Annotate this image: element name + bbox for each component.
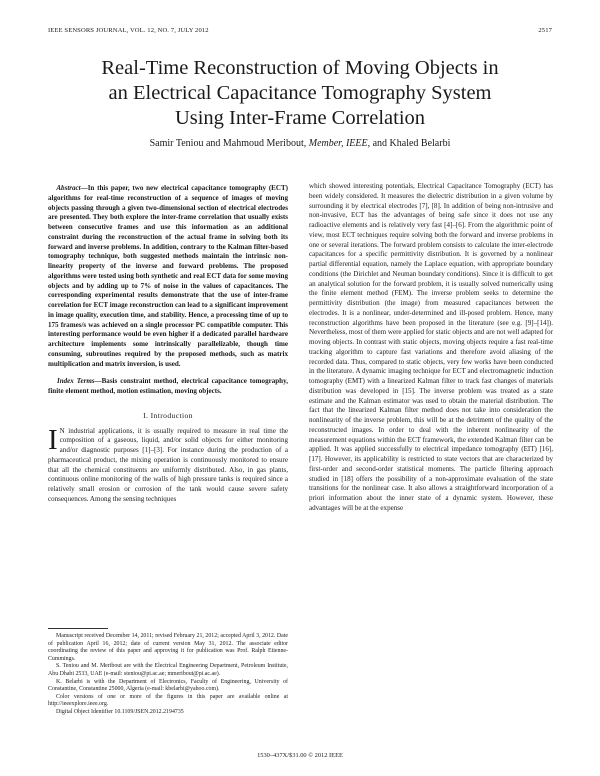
footnote-rule xyxy=(48,628,108,629)
page-number: 2517 xyxy=(538,27,552,34)
footnote: Digital Object Identifier 10.1109/JSEN.2012.2194735 xyxy=(56,708,184,715)
abstract xyxy=(48,184,288,369)
title-line: Real-Time Reconstruction of Moving Objects in xyxy=(101,57,499,79)
title-line: Using Inter-Frame Correlation xyxy=(174,107,426,129)
title-line: an Electrical Capacitance Tomography System xyxy=(108,82,492,104)
body-paragraph: which showed interesting potentials, Electrical Capacitance Tomography (ECT) has been widely considered. It measures the dielectric distribution in a given volume by surrounding it by electrical electrodes [7], [8]. In addition of being non-intrusive and non-invasive, ECT has the advantages of being safe since it does not use any radioactive elements and is relatively very fast [4]–[6]. From the algorithmic point of view, most ECT techniques require solving both the forward and inverse problems in one or several iterations. The forward problem consists to calculate the inter-electrode capacitances for a specific permittivity distribution. It is governed by a nonlinear partial differential equation, namely the Laplace equation, with appropriate boundary conditions (the Dirichlet and Neuman boundary conditions). Since it is difficult to get an analytical solution for the forward problem, it is usually solved numerically using the finite element method (FEM). The inverse problem seeks to determine the permittivity distribution (the image) from measured capacitances between the electrodes. It is a nonlinear, under-determined and ill-posed problem. Hence, many reconstruction algorithms have been proposed in the literature (see e.g. [9]–[14]). Nevertheless, most of them were applied for static objects and are not well adapted for moving objects. In contrast with static objects, moving objects require a fast real-time tracking algorithm to capture fast variations and therefore avoid aliasing of the recorded data. Thus, compared to static objects, very few works have been conducted in the literature. A dynamic imaging technique for ECT and electromagnetic induction tomography (EMT) with a linearized Kalman filter to track fast changes of materials distribution was developed in [15]. The inverse problem was treated as a state estimate and the Kalman estimator was used to obtain the material distribution. The fact that the linearized Kalman filter method does not take into consideration the nonlinearity of the inverse problem, this will be at the detriment of the quality of the reconstructed images. In order to deal with the inherent nonlinearity of the measurement equations within the ECT framework, the extended Kalman filter can be applied. It was applied successfully to electrical impedance tomography (EIT) [16], [17]. However, its applicability is restricted to state vectors that are characterized by first-order and second-order statistical moments. The particle filtering approach studied in [18] offers the possibility of a non-approximate evaluation of the state transitions for the nonlinear case. It also allows a straightforward incorporation of a priori information about the inner state of a dynamic system. However, these advantages will be at the expense xyxy=(309,182,554,512)
section-heading: I. Introduction xyxy=(143,410,193,420)
intro-first-word: N xyxy=(59,426,65,435)
author-membership: Member, IEEE xyxy=(308,138,368,149)
right-column xyxy=(309,182,553,514)
footnote: Manuscript received December 14, 2011; revised February 21, 2012; accepted April 3, 2012. Date of publication April 16, 2012; date of current version May 31, 2012. The associate editor coordinating the review of this paper and approving it for publication was Prof. Ralph Etienne-Cummings. xyxy=(48,633,288,662)
abstract-text: In this paper, two new electrical capacitance tomography (ECT) algorithms for real-time reconstruction of a sequence of images of moving objects passing through a given two-dimensional section of electrical electrodes are presented. They both explore the inter-frame correlation that usually exists between consecutive frames and use this information as an additional constraint during the reconstruction of the actual frame in solving both its forward and inverse problems. In addition, contrary to the Kalman filter-based tomography technique, both suggested methods maintain the intrinsic non-linearity property of the inverse and forward problems. The proposed algorithms were tested using both synthetic and real ECT data for some moving objects and by adding up to 7% of noise in the values of capacitances. The corresponding experimental results demonstrate that the use of inter-frame correlation for ECT image reconstruction can lead to a significant improvement in image quality, execution time, and stability. Hence, a processing time of up to 175 frames/s was achieved on a single processor PC compatible computer. This interesting performance would be even higher if a dedicated parallel hardware architecture implements some intrinsically parallelizable, though time consuming, subroutines required by the proposed methods, such as matrix multiplication and matrix inversion, is used. xyxy=(48,184,288,368)
intro-paragraph xyxy=(48,423,288,505)
index-terms xyxy=(48,377,288,397)
intro-text: industrial applications, it is usually required to measure in real time the composition of a gaseous, liquid, and/or solid objects for either monitoring and/or diagnostic purposes [1]–[3]. For instance during the production of a pharmaceutical product, the mixing operation is continuously monitored to ensure that all the chemical constituents are uniformly distributed. Also, in gas plants, continuous online monitoring of the walls of high pressure tanks is required since a relatively small erosion or corrosion of the tank would cause severe safety consequences. Among the sensing techniques xyxy=(48,426,288,503)
author-list xyxy=(40,138,560,149)
abstract-label: Abstract— xyxy=(56,184,88,192)
index-terms-text: Basis constraint method, electrical capacitance tomography, finite element method, motion estimation, moving objects. xyxy=(48,377,288,395)
paper-title xyxy=(40,56,560,131)
footnote: S. Teniou and M. Meribout are with the Electrical Engineering Department, Petroleum Institute, Abu Dhabi 2533, UAE (e-mail: steniou@pi.ac.ae; mmeribout@pi.ac.ae). xyxy=(48,663,288,677)
left-column xyxy=(48,184,288,505)
footnote: Color versions of one or more of the figures in this paper are available online at http://ieeexplore.ieee.org. xyxy=(48,693,288,708)
authors-text: Samir Teniou and Mahmoud Meribout, xyxy=(149,138,309,149)
running-header xyxy=(48,27,552,34)
index-terms-label: Index Terms— xyxy=(56,377,102,386)
authors-text-end: , and Khaled Belarbi xyxy=(367,138,451,149)
journal-info: IEEE SENSORS JOURNAL, VOL. 12, NO. 7, JULY 2012 xyxy=(48,27,209,34)
copyright-footer: 1530–437X/$31.00 © 2012 IEEE xyxy=(257,752,343,759)
drop-cap: I xyxy=(48,423,58,456)
footnote: K. Belarbi is with the Department of Electronics, Faculty of Engineering, University of Constantine, Constantine 25000, Algeria (e-mail: kbelarbi@yahoo.com). xyxy=(48,678,288,693)
footnotes xyxy=(48,628,288,717)
